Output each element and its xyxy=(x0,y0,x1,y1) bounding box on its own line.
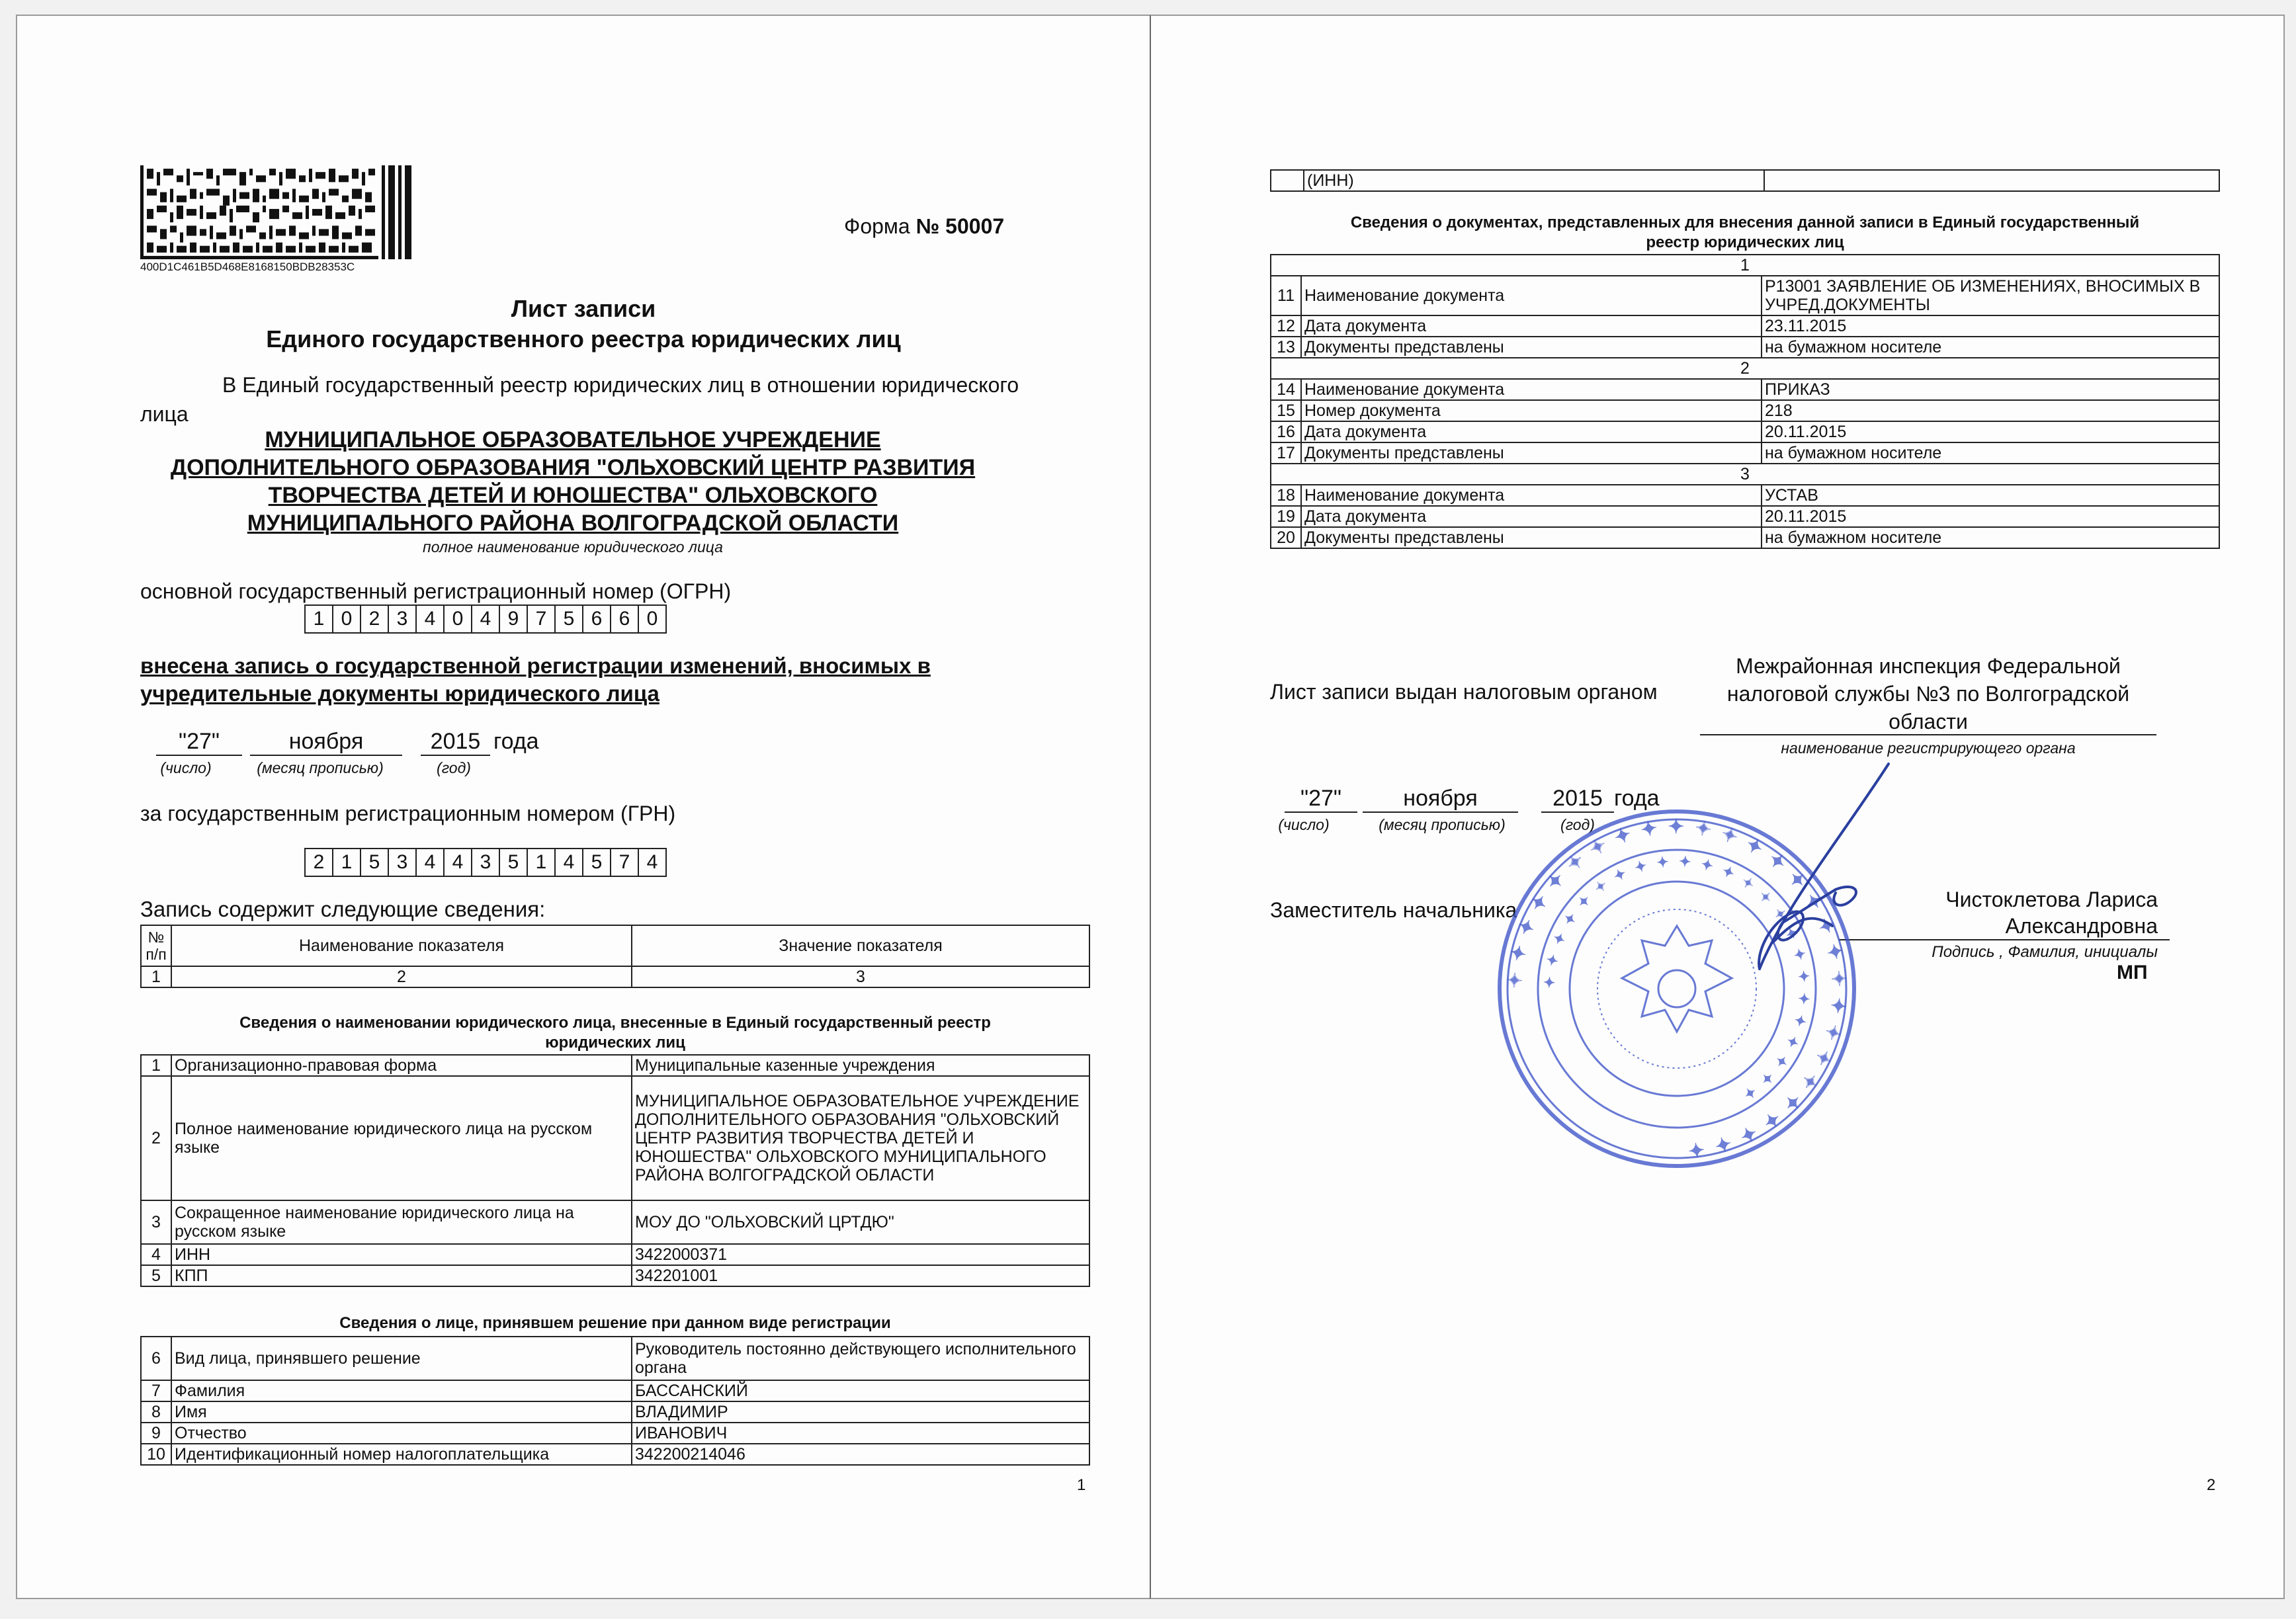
row-name: (ИНН) xyxy=(1304,170,1764,191)
grn-digit: 3 xyxy=(471,848,500,877)
decision-maker-table xyxy=(140,1336,1090,1466)
document-title-line2: Единого государственного реестра юридических лиц xyxy=(266,325,901,353)
row-value: 342201001 xyxy=(632,1265,1089,1286)
date-day-caption: (число) xyxy=(160,759,212,776)
entity-name-line: МУНИЦИПАЛЬНОГО РАЙОНА ВОЛГОГРАДСКОЙ ОБЛАСТИ xyxy=(247,511,899,536)
row-value: 20.11.2015 xyxy=(1762,506,2219,527)
row-number: 3 xyxy=(141,1200,171,1244)
ogrn-digit: 7 xyxy=(527,604,556,634)
row-value: УСТАВ xyxy=(1762,485,2219,506)
row-number: 12 xyxy=(1271,315,1301,337)
section-title-entity-name xyxy=(140,1013,1090,1053)
row-name: Вид лица, принявшего решение xyxy=(171,1337,632,1380)
section-title-line: юридических лиц xyxy=(545,1034,685,1052)
page-number: 1 xyxy=(1077,1476,1086,1494)
ogrn-digit: 6 xyxy=(610,604,639,634)
row-value: ИВАНОВИЧ xyxy=(632,1423,1089,1444)
date-month-caption: (месяц прописью) xyxy=(1379,816,1506,833)
row-name: Номер документа xyxy=(1301,400,1762,421)
row-name: Отчество xyxy=(171,1423,632,1444)
ogrn-digit: 4 xyxy=(471,604,500,634)
row-value: 20.11.2015 xyxy=(1762,421,2219,442)
section-title-decision-maker: Сведения о лице, принявшем решение при данном виде регистрации xyxy=(339,1314,891,1332)
page-number: 2 xyxy=(2207,1476,2216,1494)
grn-digit: 7 xyxy=(610,848,639,877)
date-day: "27" xyxy=(156,729,242,756)
row-value: на бумажном носителе xyxy=(1762,527,2219,548)
signer-name-line: Чистоклетова Лариса xyxy=(1945,888,2158,911)
authority-name-line: налоговой службы №3 по Волгоградской xyxy=(1726,682,2130,706)
table-row xyxy=(141,1444,1089,1465)
date-year: 2015 xyxy=(1541,786,1614,813)
form-number xyxy=(844,214,1004,239)
row-number: 2 xyxy=(141,1076,171,1200)
table-row xyxy=(1271,421,2219,442)
row-name: Дата документа xyxy=(1301,506,1762,527)
ogrn-digit: 1 xyxy=(304,604,333,634)
row-name: Дата документа xyxy=(1301,421,1762,442)
entity-name-line: ТВОРЧЕСТВА ДЕТЕЙ И ЮНОШЕСТВА" ОЛЬХОВСКОГО xyxy=(268,483,878,508)
seal-place-mark: МП xyxy=(2117,962,2148,983)
row-value: Муниципальные казенные учреждения xyxy=(632,1055,1089,1076)
grn-digit: 4 xyxy=(415,848,445,877)
entity-full-name xyxy=(149,426,996,537)
row-number: 11 xyxy=(1271,276,1301,315)
table-row xyxy=(1271,315,2219,337)
ogrn-digit: 2 xyxy=(360,604,389,634)
grn-digit: 1 xyxy=(527,848,556,877)
ogrn-digit: 3 xyxy=(388,604,417,634)
record-contents-label: Запись содержит следующие сведения: xyxy=(140,897,546,921)
table-row xyxy=(1271,527,2219,548)
row-value: БАССАНСКИЙ xyxy=(632,1380,1089,1401)
entity-name-table xyxy=(140,1054,1090,1287)
col-value-header: Значение показателя xyxy=(632,925,1089,966)
date-month: ноября xyxy=(250,729,402,756)
table-row xyxy=(141,1337,1089,1380)
row-name: Документы представлены xyxy=(1301,442,1762,464)
documents-table xyxy=(1270,254,2220,549)
col-name-header: Наименование показателя xyxy=(171,925,632,966)
table-row xyxy=(1271,506,2219,527)
row-number: 19 xyxy=(1271,506,1301,527)
row-number: 20 xyxy=(1271,527,1301,548)
authority-caption: наименование регистрирующего органа xyxy=(1781,739,2076,757)
authority-name-line: Межрайонная инспекция Федеральной xyxy=(1736,654,2121,678)
row-name: Документы представлены xyxy=(1301,337,1762,358)
section-title-line: реестр юридических лиц xyxy=(1646,233,1844,251)
row-number: 18 xyxy=(1271,485,1301,506)
row-value: 218 xyxy=(1762,400,2219,421)
ogrn-digit: 4 xyxy=(415,604,445,634)
row-name: Наименование документа xyxy=(1301,379,1762,400)
table-row xyxy=(141,1076,1089,1200)
ogrn-digit: 9 xyxy=(499,604,528,634)
grn-digits xyxy=(306,848,667,877)
table-row xyxy=(1271,400,2219,421)
table-row xyxy=(1271,276,2219,315)
signer-name xyxy=(1945,886,2158,939)
page-1 xyxy=(16,15,1151,1599)
row-number: 14 xyxy=(1271,379,1301,400)
row-number: 6 xyxy=(141,1337,171,1380)
row-name: Организационно-правовая форма xyxy=(171,1055,632,1076)
date-month: ноября xyxy=(1363,786,1518,813)
row-number: 5 xyxy=(141,1265,171,1286)
form-number-value: № 50007 xyxy=(915,214,1005,238)
row-value: на бумажном носителе xyxy=(1762,442,2219,464)
table-row xyxy=(141,1265,1089,1286)
grn-digit: 5 xyxy=(499,848,528,877)
date-year-caption: (год) xyxy=(1560,816,1595,833)
record-statement-line: учредительные документы юридического лица xyxy=(140,681,659,706)
row-number: 10 xyxy=(141,1444,171,1465)
row-value: ПРИКАЗ xyxy=(1762,379,2219,400)
inn-continuation-table xyxy=(1270,169,2220,192)
grn-digit: 5 xyxy=(360,848,389,877)
row-value: 23.11.2015 xyxy=(1762,315,2219,337)
row-name: Идентификационный номер налогоплательщика xyxy=(171,1444,632,1465)
ogrn-digit: 0 xyxy=(443,604,472,634)
row-value: Руководитель постоянно действующего исполнительного органа xyxy=(632,1337,1089,1380)
document-title-line1: Лист записи xyxy=(511,295,656,322)
document-group-header: 1 xyxy=(1271,255,2219,276)
svg-text:✦ ✦ ✦ ✦ ✦ ✦ ✦ ✦ ✦ ✦ ✦ ✦ ✦ ✦ ✦: ✦ ✦ ✦ ✦ ✦ ✦ ✦ ✦ ✦ ✦ ✦ ✦ ✦ ✦ ✦ ✦ ✦ ✦ ✦ ✦ ✦ ✦ ✦ ✦ ✦ ✦ ✦ ✦ xyxy=(1504,815,1850,1161)
table-row xyxy=(141,1380,1089,1401)
table-row xyxy=(141,1200,1089,1244)
row-value: Р13001 ЗАЯВЛЕНИЕ ОБ ИЗМЕНЕНИЯХ, ВНОСИМЫХ В УЧРЕД.ДОКУМЕНТЫ xyxy=(1762,276,2219,315)
row-value xyxy=(1764,170,2219,191)
row-number: 7 xyxy=(141,1380,171,1401)
signer-name-line: Александровна xyxy=(2005,914,2158,938)
svg-text:✦ ✦ ✦ ✦ ✦ ✦ ✦ ✦ ✦ ✦ ✦ ✦ ✦ ✦ ✦: ✦ ✦ ✦ ✦ ✦ ✦ ✦ ✦ ✦ ✦ ✦ ✦ ✦ ✦ ✦ ✦ ✦ ✦ ✦ ✦ ✦ ✦ ✦ ✦ xyxy=(1541,852,1813,1105)
col-index: 1 xyxy=(141,966,171,987)
ogrn-label: основной государственный регистрационный номер (ОГРН) xyxy=(140,579,732,603)
signature-caption: Подпись , Фамилия, инициалы xyxy=(1932,943,2158,961)
row-value: на бумажном носителе xyxy=(1762,337,2219,358)
table-row xyxy=(141,1055,1089,1076)
col-index: 2 xyxy=(171,966,632,987)
entity-name-line: ДОПОЛНИТЕЛЬНОГО ОБРАЗОВАНИЯ "ОЛЬХОВСКИЙ ЦЕНТР РАЗВИТИЯ xyxy=(170,455,976,480)
entity-name-caption: полное наименование юридического лица xyxy=(423,538,723,556)
row-number xyxy=(1271,170,1304,191)
row-name: КПП xyxy=(171,1265,632,1286)
document-group-header: 3 xyxy=(1271,464,2219,485)
signer-position: Заместитель начальника xyxy=(1270,898,1517,922)
date-day: "27" xyxy=(1285,786,1357,813)
row-name: Дата документа xyxy=(1301,315,1762,337)
ogrn-digit: 5 xyxy=(554,604,583,634)
col-index: 3 xyxy=(632,966,1089,987)
grn-digit: 2 xyxy=(304,848,333,877)
record-statement-line: внесена запись о государственной регистрации изменений, вносимых в xyxy=(140,653,931,678)
row-number: 1 xyxy=(141,1055,171,1076)
row-name: Полное наименование юридического лица на русском языке xyxy=(171,1076,632,1200)
table-row xyxy=(141,1244,1089,1265)
row-number: 16 xyxy=(1271,421,1301,442)
grn-digit: 4 xyxy=(554,848,583,877)
grn-digit: 5 xyxy=(582,848,611,877)
grn-label: за государственным регистрационным номером (ГРН) xyxy=(140,802,676,825)
row-number: 9 xyxy=(141,1423,171,1444)
ogrn-digits xyxy=(306,604,667,634)
section-title-line: Сведения о документах, представленных для внесения данной записи в Единый государственный xyxy=(1350,214,2140,231)
issued-by-label: Лист записи выдан налоговым органом xyxy=(1270,680,1658,704)
authority-name xyxy=(1700,652,2156,735)
row-name: Наименование документа xyxy=(1301,485,1762,506)
col-number-header: № п/п xyxy=(141,925,171,966)
row-number: 15 xyxy=(1271,400,1301,421)
ogrn-digit: 0 xyxy=(638,604,667,634)
grn-digit: 4 xyxy=(443,848,472,877)
row-name: Документы представлены xyxy=(1301,527,1762,548)
ogrn-digit: 6 xyxy=(582,604,611,634)
row-name: Наименование документа xyxy=(1301,276,1762,315)
authority-underline xyxy=(1700,734,2156,735)
row-name: Имя xyxy=(171,1401,632,1423)
date-year-caption: (год) xyxy=(437,759,471,776)
table-row xyxy=(141,1423,1089,1444)
handwritten-signature xyxy=(1693,757,1905,982)
section-title-documents xyxy=(1270,213,2220,253)
table-row xyxy=(1271,337,2219,358)
row-value: МУНИЦИПАЛЬНОЕ ОБРАЗОВАТЕЛЬНОЕ УЧРЕЖДЕНИЕ ДОПОЛНИТЕЛЬНОГО ОБРАЗОВАНИЯ "ОЛЬХОВСКИЙ ЦЕНТР РАЗВИТИЯ ТВОРЧЕСТВА ДЕТЕЙ И ЮНОШЕСТВА" ОЛЬХОВСКОГО МУНИЦИПАЛЬНОГО РАЙОНА ВОЛГОГРАДСКОЙ ОБЛАСТИ xyxy=(632,1076,1089,1200)
record-header-table xyxy=(140,925,1090,988)
row-number: 4 xyxy=(141,1244,171,1265)
intro-text-cont: лица xyxy=(140,402,189,426)
row-name: Сокращенное наименование юридического лица на русском языке xyxy=(171,1200,632,1244)
date-year-word: года xyxy=(1614,786,1660,811)
row-number: 17 xyxy=(1271,442,1301,464)
row-name: ИНН xyxy=(171,1244,632,1265)
grn-digit: 4 xyxy=(638,848,667,877)
row-value: 3422000371 xyxy=(632,1244,1089,1265)
barcode-text: 400D1C461B5D468E8168150BDB28353C xyxy=(140,261,355,273)
document-group-header: 2 xyxy=(1271,358,2219,379)
authority-name-line: области xyxy=(1889,710,1968,733)
date-year-word: года xyxy=(493,729,539,754)
ogrn-digit: 0 xyxy=(332,604,361,634)
entity-name-line: МУНИЦИПАЛЬНОЕ ОБРАЗОВАТЕЛЬНОЕ УЧРЕЖДЕНИЕ xyxy=(265,427,881,452)
grn-digit: 3 xyxy=(388,848,417,877)
date-year: 2015 xyxy=(421,729,490,756)
row-value: ВЛАДИМИР xyxy=(632,1401,1089,1423)
table-row xyxy=(1271,442,2219,464)
table-row xyxy=(141,1401,1089,1423)
row-value: МОУ ДО "ОЛЬХОВСКИЙ ЦРТДЮ" xyxy=(632,1200,1089,1244)
row-value: 342200214046 xyxy=(632,1444,1089,1465)
row-number: 13 xyxy=(1271,337,1301,358)
row-number: 8 xyxy=(141,1401,171,1423)
form-label: Форма xyxy=(844,214,910,238)
record-statement xyxy=(140,652,931,708)
table-row xyxy=(1271,485,2219,506)
row-name: Фамилия xyxy=(171,1380,632,1401)
section-title-line: Сведения о наименовании юридического лица, внесенные в Единый государственный реестр xyxy=(239,1014,991,1032)
date-month-caption: (месяц прописью) xyxy=(257,759,384,776)
datamatrix-barcode xyxy=(140,165,411,259)
table-row xyxy=(1271,379,2219,400)
grn-digit: 1 xyxy=(332,848,361,877)
date-day-caption: (число) xyxy=(1278,816,1330,833)
intro-text: В Единый государственный реестр юридических лиц в отношении юридического xyxy=(222,373,1019,397)
